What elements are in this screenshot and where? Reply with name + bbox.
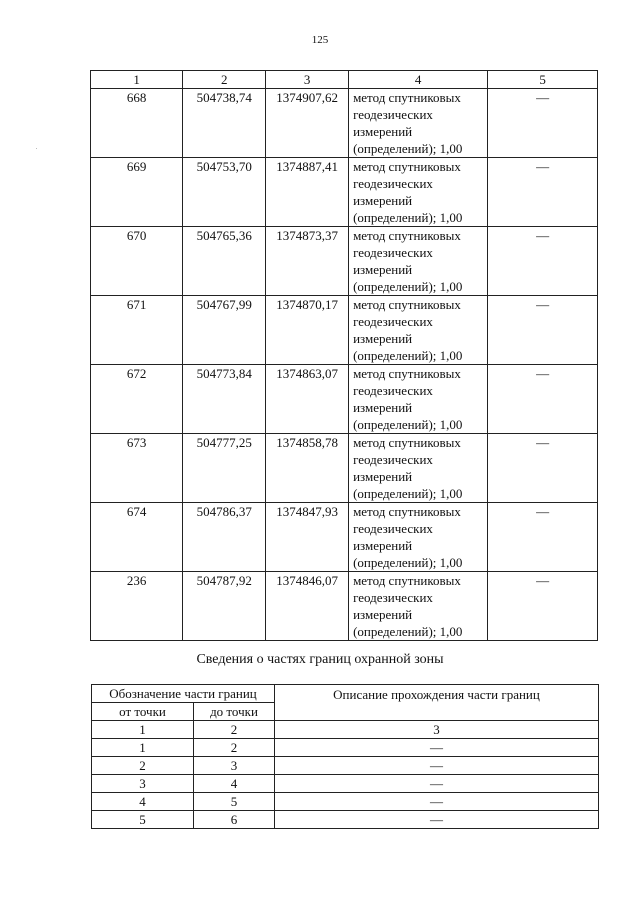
header-col-5: 5 [488,71,598,89]
method-description: метод спутниковых геодезических измерений (определений); 1,00 [349,89,488,158]
point-number: 672 [91,365,183,434]
method-description: метод спутниковых геодезических измерений (определений); 1,00 [349,158,488,227]
x-coordinate: 504753,70 [183,158,266,227]
numbering-col-2: 2 [194,721,275,739]
y-coordinate: 1374858,78 [266,434,349,503]
point-number: 674 [91,503,183,572]
point-number: 671 [91,296,183,365]
coordinate-row [91,503,598,572]
header-to-point: до точки [194,703,275,721]
x-coordinate: 504773,84 [183,365,266,434]
coordinate-row [91,296,598,365]
method-description: метод спутниковых геодезических измерений (определений); 1,00 [349,365,488,434]
boundary-parts-table [91,684,599,829]
x-coordinate: 504787,92 [183,572,266,641]
y-coordinate: 1374907,62 [266,89,349,158]
from-point: 4 [92,793,194,811]
boundary-part-row [92,739,599,757]
method-description: метод спутниковых геодезических измерений (определений); 1,00 [349,227,488,296]
numbering-col-3: 3 [275,721,599,739]
header-col-3: 3 [266,71,349,89]
y-coordinate: 1374846,07 [266,572,349,641]
to-point: 3 [194,757,275,775]
to-point: 4 [194,775,275,793]
header-from-point: от точки [92,703,194,721]
coordinate-row [91,572,598,641]
boundary-part-row [92,775,599,793]
y-coordinate: 1374870,17 [266,296,349,365]
part-description: — [275,775,599,793]
note-cell: — [488,572,598,641]
point-number: 236 [91,572,183,641]
x-coordinate: 504786,37 [183,503,266,572]
boundary-part-row [92,757,599,775]
header-col-1: 1 [91,71,183,89]
scan-artifact [36,148,37,149]
method-description: метод спутниковых геодезических измерений (определений); 1,00 [349,434,488,503]
page-number: 125 [311,34,329,46]
to-point: 6 [194,811,275,829]
y-coordinate: 1374847,93 [266,503,349,572]
point-number: 668 [91,89,183,158]
coordinates-header-row [91,71,598,89]
method-description: метод спутниковых геодезических измерений (определений); 1,00 [349,572,488,641]
header-boundary-part: Обозначение части границ [92,685,275,703]
from-point: 3 [92,775,194,793]
from-point: 2 [92,757,194,775]
numbering-col-1: 1 [92,721,194,739]
coordinate-row [91,365,598,434]
y-coordinate: 1374863,07 [266,365,349,434]
coordinate-row [91,227,598,296]
to-point: 5 [194,793,275,811]
section-title: Сведения о частях границ охранной зоны [196,652,444,667]
x-coordinate: 504777,25 [183,434,266,503]
boundary-part-row [92,793,599,811]
note-cell: — [488,89,598,158]
method-description: метод спутниковых геодезических измерений (определений); 1,00 [349,503,488,572]
x-coordinate: 504765,36 [183,227,266,296]
part-description: — [275,793,599,811]
coordinate-row [91,158,598,227]
part-description: — [275,757,599,775]
boundary-part-row [92,811,599,829]
point-number: 673 [91,434,183,503]
method-description: метод спутниковых геодезических измерений (определений); 1,00 [349,296,488,365]
point-number: 670 [91,227,183,296]
coordinate-row [91,434,598,503]
part-description: — [275,811,599,829]
note-cell: — [488,434,598,503]
y-coordinate: 1374873,37 [266,227,349,296]
to-point: 2 [194,739,275,757]
note-cell: — [488,503,598,572]
point-number: 669 [91,158,183,227]
note-cell: — [488,296,598,365]
from-point: 5 [92,811,194,829]
parts-numbering-row [92,721,599,739]
note-cell: — [488,227,598,296]
note-cell: — [488,365,598,434]
coordinates-table [90,70,598,641]
x-coordinate: 504738,74 [183,89,266,158]
coordinate-row [91,89,598,158]
header-col-2: 2 [183,71,266,89]
y-coordinate: 1374887,41 [266,158,349,227]
note-cell: — [488,158,598,227]
parts-header-row-1 [92,685,599,703]
x-coordinate: 504767,99 [183,296,266,365]
header-description: Описание прохождения части границ [275,685,599,721]
part-description: — [275,739,599,757]
from-point: 1 [92,739,194,757]
header-col-4: 4 [349,71,488,89]
